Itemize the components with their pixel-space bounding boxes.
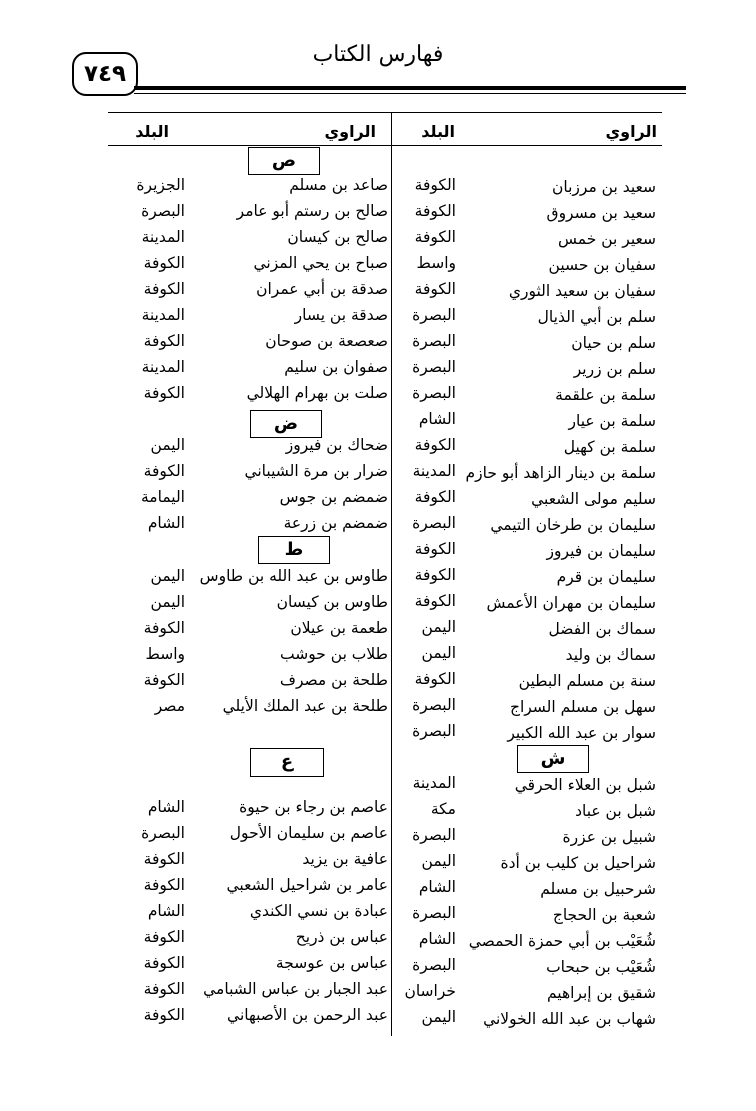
country-name: الشام [147,514,185,532]
section-letter-box: ط [258,536,330,564]
country-name: مكة [430,800,456,818]
country-name: الكوفة [414,228,456,246]
column-divider [391,112,392,1036]
header-narrator-right: الراوي [605,122,657,141]
narrator-name: شُعَيْب بن أبي حمزة الحمصي [468,932,656,950]
narrator-name: سلمة بن دينار الزاهد أبو حازم [465,464,656,482]
section-letter-box: ش [517,745,589,773]
narrator-name: عاصم بن رجاء بن حيوة [239,798,388,816]
narrator-name: سوار بن عبد الله الكبير [507,724,656,742]
narrator-name: طلحة بن مصرف [279,671,388,689]
narrator-name: صلت بن بهرام الهلالي [246,384,388,402]
country-name: اليمن [421,1008,456,1026]
table-header-rule [108,145,662,146]
section-letter-box: ع [250,748,324,777]
country-name: الكوفة [143,280,185,298]
narrator-name: سماك بن الفضل [548,620,656,638]
country-name: الكوفة [143,954,185,972]
country-name: الكوفة [143,332,185,350]
narrator-name: سلمة بن عيار [568,412,656,430]
country-name: البصرة [412,904,456,922]
page-title: فهارس الكتاب [312,42,444,67]
narrator-name: عباس بن عوسجة [275,954,388,972]
narrator-name: صدقة بن أبي عمران [256,280,388,298]
header-narrator-left: الراوي [324,122,376,141]
country-name: خراسان [404,982,456,1000]
narrator-name: ضمضم بن جوس [279,488,388,506]
narrator-name: سفيان بن حسين [548,256,656,274]
country-name: الكوفة [414,566,456,584]
country-name: المدينة [141,358,185,376]
narrator-name: سلم بن زرير [573,360,656,378]
narrator-name: سعيد بن مسروق [546,204,656,222]
country-name: المدينة [141,306,185,324]
country-name: الكوفة [143,384,185,402]
country-name: البصرة [412,306,456,324]
narrator-name: سهل بن مسلم السراج [509,698,656,716]
narrator-name: سليم مولى الشعبي [531,490,656,508]
narrator-name: طلحة بن عبد الملك الأيلي [222,697,388,715]
header-rule-thick [134,86,686,90]
narrator-name: شقيق بن إبراهيم [546,984,656,1002]
country-name: اليمامة [140,488,185,506]
country-name: اليمن [150,436,185,454]
narrator-name: طاوس بن عبد الله بن طاوس [199,567,388,585]
country-name: البصرة [141,824,185,842]
narrator-name: شرحبيل بن مسلم [540,880,656,898]
narrator-name: صالح بن رستم أبو عامر [236,202,388,220]
narrator-name: سلم بن أبي الذيال [537,308,656,326]
header-country-left: البلد [135,122,169,141]
narrator-name: طعمة بن عيلان [290,619,388,637]
narrator-name: سفيان بن سعيد الثوري [508,282,656,300]
narrator-name: سلمة بن علقمة [555,386,656,404]
country-name: البصرة [412,332,456,350]
narrator-name: سليمان بن فيروز [546,542,656,560]
narrator-name: طلاب بن حوشب [280,645,388,663]
country-name: الكوفة [143,928,185,946]
country-name: اليمن [150,567,185,585]
narrator-name: صعصعة بن صوحان [265,332,388,350]
narrator-name: شبل بن العلاء الحرقي [514,776,656,794]
narrator-name: صدقة بن يسار [294,306,388,324]
narrator-name: عبد الجبار بن عباس الشبامي [203,980,388,998]
country-name: اليمن [421,618,456,636]
country-name: اليمن [421,644,456,662]
narrator-name: صفوان بن سليم [284,358,388,376]
country-name: الكوفة [143,254,185,272]
narrator-name: سليمان بن طرخان التيمي [490,516,656,534]
country-name: البصرة [412,696,456,714]
page-number: ٧٤٩ [72,52,138,96]
narrator-name: سلم بن حيان [571,334,656,352]
narrator-name: شبيل بن عزرة [562,828,656,846]
table-top-rule [108,112,662,113]
country-name: الكوفة [143,850,185,868]
country-name: الشام [418,878,456,896]
country-name: واسط [416,254,456,272]
country-name: الكوفة [143,876,185,894]
country-name: الشام [418,930,456,948]
narrator-name: عاصم بن سليمان الأحول [229,824,388,842]
country-name: المدينة [141,228,185,246]
country-name: الشام [147,798,185,816]
narrator-name: شبل بن عباد [575,802,656,820]
country-name: البصرة [412,722,456,740]
narrator-name: ضمضم بن زرعة [283,514,388,532]
header-country-right: البلد [421,122,455,141]
narrator-name: عبد الرحمن بن الأصبهاني [227,1006,388,1024]
narrator-name: عباس بن ذريح [295,928,388,946]
narrator-name: شعبة بن الحجاج [552,906,656,924]
country-name: الكوفة [414,436,456,454]
narrator-name: سليمان بن قرم [556,568,656,586]
country-name: البصرة [412,956,456,974]
country-name: الشام [147,902,185,920]
country-name: الكوفة [414,670,456,688]
section-letter-box: ص [248,147,320,175]
country-name: البصرة [412,514,456,532]
country-name: البصرة [412,826,456,844]
country-name: الكوفة [414,488,456,506]
country-name: الكوفة [414,280,456,298]
country-name: البصرة [412,358,456,376]
country-name: الكوفة [414,176,456,194]
narrator-name: سعير بن خمس [558,230,656,248]
country-name: الكوفة [143,1006,185,1024]
section-letter-box: ض [250,410,322,438]
narrator-name: ضحاك بن فيروز [285,436,388,454]
narrator-name: طاوس بن كيسان [276,593,388,611]
country-name: الكوفة [414,592,456,610]
narrator-name: شهاب بن عبد الله الخولاني [483,1010,656,1028]
narrator-name: صالح بن كيسان [287,228,388,246]
narrator-name: سلمة بن كهيل [563,438,656,456]
country-name: المدينة [412,462,456,480]
narrator-name: سنة بن مسلم البطين [518,672,656,690]
narrator-name: سعيد بن مرزبان [551,178,656,196]
country-name: مصر [154,697,185,715]
country-name: الجزيرة [136,176,185,194]
narrator-name: سليمان بن مهران الأعمش [486,594,656,612]
header-rule-thin [134,93,686,94]
country-name: اليمن [421,852,456,870]
narrator-name: عافية بن يزيد [302,850,388,868]
country-name: الكوفة [414,202,456,220]
country-name: الكوفة [143,619,185,637]
narrator-name: صاعد بن مسلم [289,176,388,194]
country-name: البصرة [141,202,185,220]
narrator-name: صباح بن يحي المزني [253,254,388,272]
narrator-name: عبادة بن نسي الكندي [249,902,388,920]
country-name: الكوفة [414,540,456,558]
narrator-name: شُعَيْب بن حبحاب [546,958,656,976]
country-name: الكوفة [143,671,185,689]
country-name: الكوفة [143,462,185,480]
narrator-name: عامر بن شراحيل الشعبي [226,876,388,894]
narrator-name: شراحيل بن كليب بن أدة [500,854,656,872]
narrator-name: سماك بن وليد [565,646,656,664]
country-name: واسط [145,645,185,663]
country-name: الشام [418,410,456,428]
narrator-name: ضرار بن مرة الشيباني [244,462,388,480]
country-name: الكوفة [143,980,185,998]
country-name: المدينة [412,774,456,792]
country-name: البصرة [412,384,456,402]
country-name: اليمن [150,593,185,611]
